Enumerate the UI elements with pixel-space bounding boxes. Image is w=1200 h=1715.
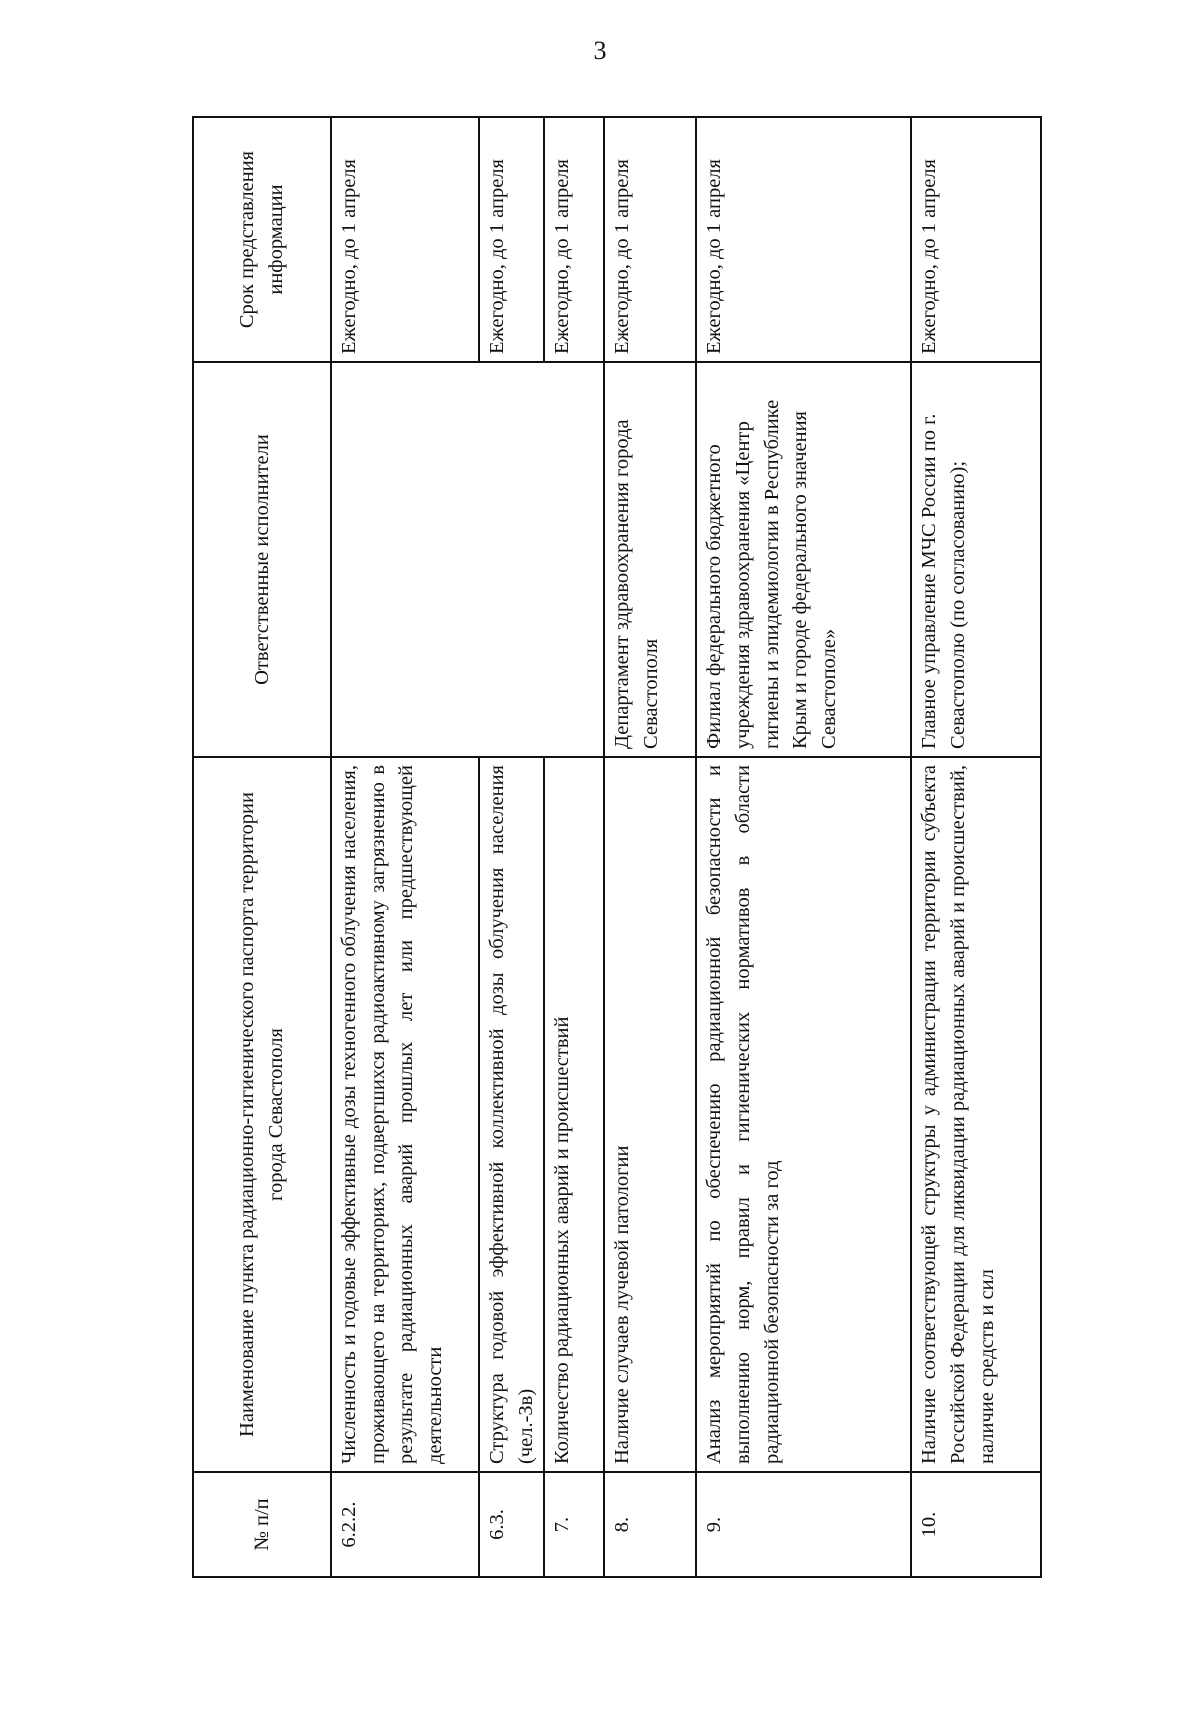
- row-num: 6.3.: [479, 1472, 544, 1577]
- row-num: 7.: [544, 1472, 604, 1577]
- row-responsible: [331, 362, 604, 757]
- row-num: 8.: [604, 1472, 696, 1577]
- row-responsible: Филиал федерального бюджетного учреждения здравоохранения «Центр гигиены и эпидемиологии в Республике Крым и городе федерального значения Севастополе»: [696, 362, 911, 757]
- radiation-passport-table: [192, 116, 1042, 1578]
- table-row: [696, 117, 911, 1577]
- page-number: 3: [593, 36, 607, 65]
- table-row: [331, 117, 479, 1577]
- header-name: Наименование пункта радиационно-гигиенического паспорта территории города Севастополя: [193, 757, 331, 1472]
- row-deadline: Ежегодно, до 1 апреля: [479, 117, 544, 362]
- row-deadline: Ежегодно, до 1 апреля: [696, 117, 911, 362]
- row-deadline: Ежегодно, до 1 апреля: [604, 117, 696, 362]
- row-responsible: Департамент здравоохранения города Севастополя: [604, 362, 696, 757]
- row-deadline: Ежегодно, до 1 апреля: [911, 117, 1041, 362]
- row-name: Наличие соответствующей структуры у администрации территории субъекта Российской Федерации для ликвидации радиационных аварий и происшествий, наличие средств и сил: [911, 757, 1041, 1472]
- row-deadline: Ежегодно, до 1 апреля: [544, 117, 604, 362]
- row-name: Наличие случаев лучевой патологии: [604, 757, 696, 1472]
- row-deadline: Ежегодно, до 1 апреля: [331, 117, 479, 362]
- table-row: [911, 117, 1041, 1577]
- table-row: [604, 117, 696, 1577]
- row-name: Структура годовой эффективной коллективной дозы облучения населения (чел.-Зв): [479, 757, 544, 1472]
- row-name: Количество радиационных аварий и происшествий: [544, 757, 604, 1472]
- header-num: № п/п: [193, 1472, 331, 1577]
- table-row: [544, 117, 604, 1577]
- rotated-table-container: [192, 118, 1037, 1578]
- table-header-row: [193, 117, 331, 1577]
- row-name: Анализ мероприятий по обеспечению радиационной безопасности и выполнению норм, правил и гигиенических нормативов в области радиационной безопасности за год: [696, 757, 911, 1472]
- row-num: 9.: [696, 1472, 911, 1577]
- header-responsible: Ответственные исполнители: [193, 362, 331, 757]
- header-deadline: Срок представления информации: [193, 117, 331, 362]
- row-responsible: Главное управление МЧС России по г. Севастополю (по согласованию);: [911, 362, 1041, 757]
- row-num: 10.: [911, 1472, 1041, 1577]
- table-row: [479, 117, 544, 1577]
- row-name: Численность и годовые эффективные дозы техногенного облучения населения, проживающего на территориях, подвергшихся радиоактивному загрязнению в результате радиационных аварий прошлых лет или предшествующей деятельности: [331, 757, 479, 1472]
- row-num: 6.2.2.: [331, 1472, 479, 1577]
- rotated-table-frame: [192, 118, 1037, 1578]
